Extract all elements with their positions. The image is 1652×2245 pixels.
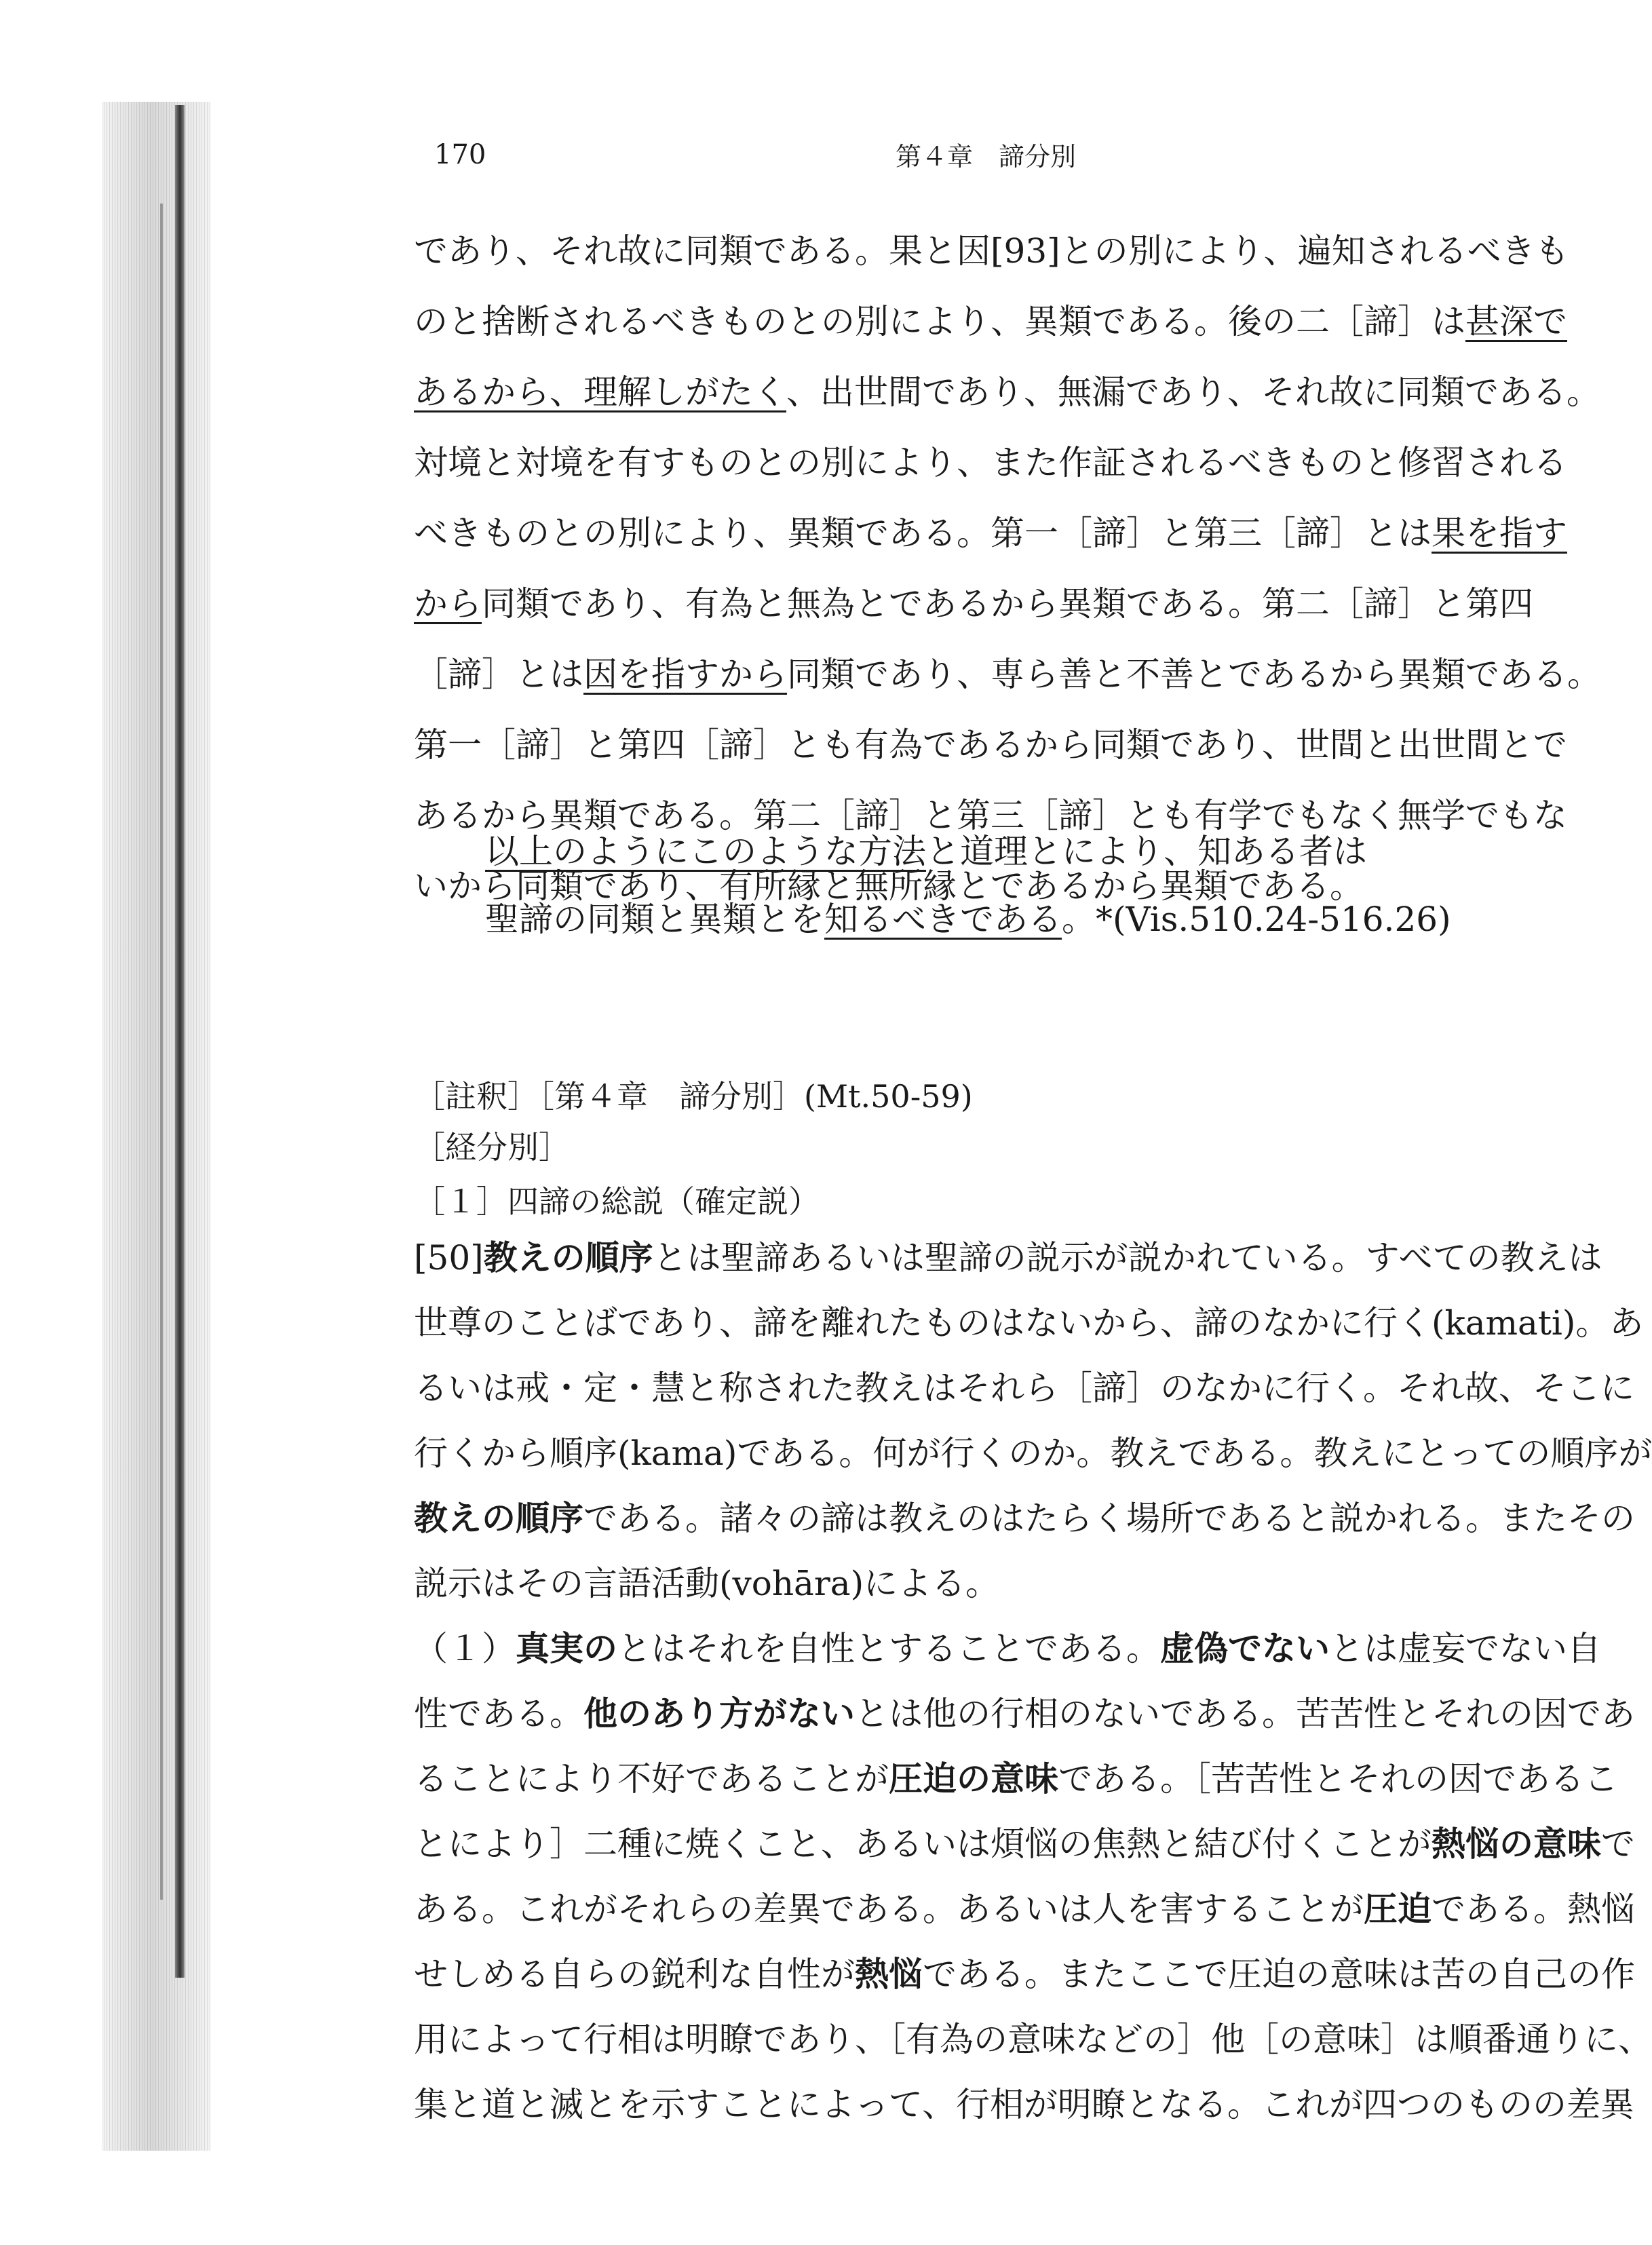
text-line: [414, 1356, 1634, 1421]
running-head: 第４章 諦分別: [896, 142, 1077, 172]
text-line: [485, 818, 1451, 885]
bold-term: 教えの順序: [414, 1499, 583, 1538]
text-run: 同類であり、専ら善と不善とであるから異類である。: [787, 655, 1601, 694]
underlined-text: 因を指すから: [583, 655, 787, 694]
text-run: 説示はその言語活動(vohāra)による。: [414, 1564, 1000, 1603]
text-line: [414, 2007, 1652, 2072]
underlined-text: 知るべきである: [824, 900, 1062, 939]
bold-term: 虚偽でない: [1160, 1629, 1330, 1668]
text-run: ある。これがそれらの差異である。あるいは人を害することが: [414, 1889, 1364, 1929]
text-line: [414, 1290, 1644, 1356]
subsection-heading: ［１］四諦の総説（確定説）: [414, 1183, 820, 1220]
text-line: [414, 357, 1600, 427]
text-line: [485, 885, 1451, 953]
bold-term: 圧迫: [1364, 1889, 1432, 1929]
text-run: である。［苦苦性とそれの因であるこ: [1058, 1759, 1618, 1799]
page-number: 170: [434, 139, 486, 170]
text-run: で: [1601, 1824, 1635, 1864]
bold-term: 真実の: [516, 1629, 617, 1668]
text-run: あるから異類である。第二［諦］と第三［諦］とも有学でもなく無学でもな: [414, 796, 1567, 835]
text-run: 。*(Vis.510.24-516.26): [1062, 900, 1451, 939]
text-run: と道理とにより、知ある者は: [926, 832, 1367, 871]
text-run: とは聖諦あるいは聖諦の説示が説かれている。すべての教えは: [653, 1238, 1602, 1278]
section-heading: ［註釈］［第４章 諦分別］(Mt.50-59): [414, 1078, 973, 1115]
text-line: [414, 1746, 1618, 1811]
text-run: 第一［諦］と第四［諦］とも有為であるから同類であり、世間と出世間とで: [414, 725, 1567, 765]
text-run: ることにより不好であることが: [414, 1759, 889, 1799]
subheading: ［経分別］: [414, 1129, 570, 1166]
text-run: 聖諦の同類と異類とを: [485, 900, 824, 939]
text-run: 行くから順序(kama)である。何が行くのか。教えである。教えにとっての順序が: [414, 1434, 1652, 1473]
scan-binding-line: [160, 204, 163, 1900]
bold-term: 他のあり方がない: [583, 1694, 855, 1733]
underlined-text: 果を指す: [1432, 514, 1567, 553]
text-line: [414, 2072, 1634, 2137]
scan-shadow: [102, 102, 210, 2151]
bold-term: 圧迫の意味: [889, 1759, 1058, 1799]
text-line: [414, 1877, 1635, 1942]
text-line: [414, 1225, 1602, 1290]
bold-term: 教えの順序: [483, 1238, 653, 1278]
text-run: 対境と対境を有すものとの別により、また作証されるべきものと修習される: [414, 443, 1567, 482]
text-line: [414, 1616, 1601, 1681]
text-line: [414, 1681, 1635, 1746]
underlined-text: 以上のようにこのような方法: [485, 832, 926, 871]
underlined-text: 甚深で: [1465, 302, 1567, 341]
text-line: [414, 1551, 1560, 1616]
text-run: 集と道と滅とを示すことによって、行相が明瞭となる。これが四つのものの差異: [414, 2085, 1634, 2124]
text-run: のと捨断されるべきものとの別により、異類である。後の二［諦］は: [414, 302, 1465, 341]
text-run: であり、それ故に同類である。果と因[93]との別により、遍知されるべきも: [414, 231, 1569, 271]
text-run: とは他の行相のないである。苦苦性とそれの因であ: [855, 1694, 1635, 1733]
text-run: 性である。: [414, 1694, 583, 1733]
text-line: [414, 1421, 1652, 1486]
bold-term: 熱悩: [855, 1955, 923, 1994]
text-line: [414, 216, 1569, 286]
text-line: [414, 639, 1601, 710]
text-run: とにより］二種に焼くこと、あるいは煩悩の焦熱と結び付くことが: [414, 1824, 1432, 1864]
verse: [485, 818, 1451, 953]
commentary-text: [414, 1225, 1652, 2137]
text-line: [414, 1486, 1635, 1551]
text-line: [414, 710, 1567, 780]
text-line: [414, 286, 1567, 357]
text-run: である。諸々の諦は教えのはたらく場所であると説かれる。またその: [583, 1499, 1635, 1538]
text-line: [414, 427, 1567, 498]
text-run: 、出世間であり、無漏であり、それ故に同類である。: [786, 372, 1600, 412]
body-text: [414, 216, 1601, 921]
text-run: [50]: [414, 1238, 484, 1278]
bold-term: 熱悩の意味: [1432, 1824, 1601, 1864]
text-run: （１）: [414, 1629, 516, 1668]
text-run: とはそれを自性とすることである。: [617, 1629, 1160, 1668]
text-run: るいは戒・定・慧と称された教えはそれら［諦］のなかに行く。それ故、そこに: [414, 1368, 1634, 1408]
text-line: [414, 1811, 1635, 1877]
text-run: べきものとの別により、異類である。第一［諦］と第三［諦］とは: [414, 514, 1432, 553]
scan-binding-line: [175, 105, 185, 1978]
underlined-text: から: [414, 584, 482, 623]
text-line: [414, 569, 1560, 639]
underlined-text: あるから、理解しがたく: [414, 372, 786, 412]
text-run: 同類であり、有為と無為とであるから異類である。第二［諦］と第四: [482, 584, 1533, 623]
text-run: 用によって行相は明瞭であり、［有為の意味などの］他［の意味］は順番通りに、: [414, 2020, 1652, 2059]
text-line: [414, 1942, 1635, 2007]
text-run: ［諦］とは: [414, 655, 583, 694]
text-run: である。またここで圧迫の意味は苦の自己の作: [923, 1955, 1635, 1994]
text-run: 世尊のことばであり、諦を離れたものはないから、諦のなかに行く(kamati)。あ: [414, 1303, 1644, 1343]
text-run: せしめる自らの鋭利な自性が: [414, 1955, 855, 1994]
text-run: である。熱悩: [1432, 1889, 1635, 1929]
text-run: とは虚妄でない自: [1330, 1629, 1601, 1668]
text-run: いから同類であり、有所縁と無所縁とであるから異類である。: [414, 866, 1364, 906]
text-line: [414, 498, 1567, 569]
